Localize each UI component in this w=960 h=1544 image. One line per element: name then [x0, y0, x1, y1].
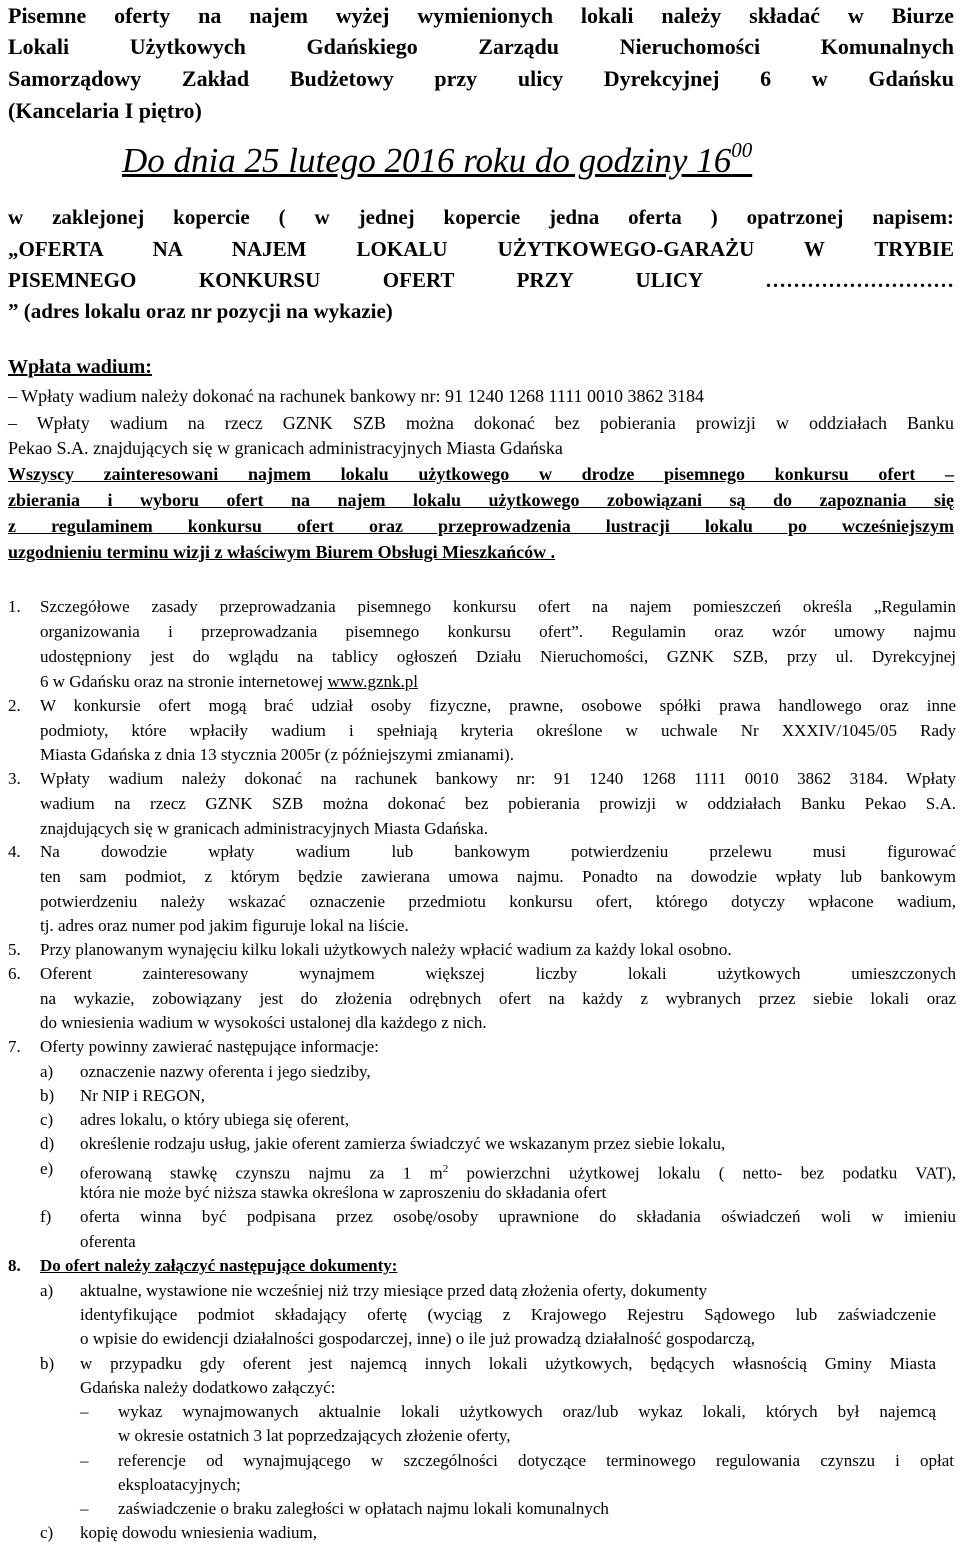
list-item: oferta winna być podpisana przez osobę/osoby uprawnione do składania oświadczeń woli w imieniu [80, 1207, 956, 1226]
envelope-line: w zaklejonej kopercie ( w jednej kopercie jedna oferta ) opatrzonej napisem: [8, 205, 954, 229]
list-item: Nr NIP i REGON, [80, 1086, 205, 1105]
envelope-line: „OFERTA NA NAJEM LOKALU UŻYTKOWEGO-GARAŻU W TRYBIE [8, 237, 954, 261]
list-item: Gdańska należy dodatkowo załączyć: [80, 1378, 336, 1397]
intro-line: Lokali Użytkowych Gdańskiego Zarządu Nieruchomości Komunalnych [8, 34, 954, 59]
dash-item: w okresie ostatnich 3 lat poprzedzających złożenie oferty, [118, 1426, 511, 1445]
point-1-line: organizowania i przeprowadzania pisemnego konkursu ofert”. Regulamin oraz wzór umowy najmu [40, 622, 956, 641]
wadium-line: – Wpłaty wadium należy dokonać na rachunek bankowy nr: 91 1240 1268 1111 0010 3862 3184 [8, 386, 705, 406]
point-number: 8. [8, 1256, 21, 1275]
point-1-line: 6 w Gdańsku oraz na stronie internetowej www.gznk.pl [40, 672, 418, 691]
list-item: o wpisie do ewidencji działalności gospodarczej, inne) o ile już prowadzą działalność gospodarczą, [80, 1329, 756, 1348]
point-4-line: ten sam podmiot, z którym będzie zawierana umowa najmu. Ponadto na dowodzie wpłaty lub bankowym [40, 867, 956, 886]
item-letter: b) [40, 1354, 55, 1373]
item-letter: f) [40, 1207, 52, 1226]
item-letter: a) [40, 1062, 54, 1081]
intro-line: (Kancelaria I piętro) [8, 98, 202, 123]
list-item: oferenta [80, 1232, 136, 1251]
list-item: w przypadku gdy oferent jest najemcą innych lokali użytkowych, będących własnością Gminy Miasta [80, 1354, 936, 1373]
point-2-line: Miasta Gdańska z dnia 13 stycznia 2005r (z późniejszymi zmianami). [40, 745, 514, 764]
point-number: 3. [8, 769, 21, 788]
item-letter: c) [40, 1110, 54, 1129]
intro-line: Samorządowy Zakład Budżetowy przy ulicy Dyrekcyjnej 6 w Gdańsku [8, 66, 954, 91]
point-number: 4. [8, 842, 21, 861]
dash-item: eksploatacyjnych; [118, 1475, 241, 1494]
point-5-line: Przy planowanym wynajęciu kilku lokali użytkowych należy wpłacić wadium za każdy lokal osobno. [40, 940, 732, 959]
wadium-heading: Wpłata wadium: [8, 356, 152, 378]
point-6-line: do wniesienia wadium w wysokości ustalonej dla każdego z nich. [40, 1013, 487, 1032]
superscript: 2 [442, 1163, 449, 1175]
interested-line: z regulaminem konkursu ofert oraz przeprowadzenia lustracji lokalu po wcześniejszym [8, 516, 954, 536]
point-3-line: Wpłaty wadium należy dokonać na rachunek bankowy nr: 91 1240 1268 1111 0010 3862 3184. Wpłaty [40, 769, 956, 788]
point-number: 7. [8, 1037, 21, 1056]
point-4-line: tj. adres oraz numer pod jakim figuruje lokal na liście. [40, 916, 409, 935]
dash-bullet: – [80, 1451, 89, 1470]
point-6-line: Oferent zainteresowany wynajmem większej liczby lokali użytkowych umieszczonych [40, 964, 956, 983]
point-number: 2. [8, 696, 21, 715]
wadium-line: Pekao S.A. znajdujących się w granicach administracyjnych Miasta Gdańska [8, 438, 563, 458]
point-7-line: Oferty powinny zawierać następujące informacje: [40, 1037, 379, 1056]
dash-bullet: – [80, 1402, 89, 1421]
point-3-line: wadium na rzecz GZNK SZB można dokonać bez pobierania prowizji w oddziałach Banku Pekao S.A. [40, 794, 956, 813]
deadline-minutes: 00 [731, 138, 753, 162]
gznk-website-link[interactable]: www.gznk.pl [327, 672, 418, 691]
list-item: aktualne, wystawione nie wcześniej niż trzy miesiące przed datą złożenia oferty, dokumenty [80, 1281, 708, 1300]
deadline-heading: Do dnia 25 lutego 2016 roku do godziny $16^{00}$ [122, 138, 753, 180]
interested-line: uzgodnieniu terminu wizji z właściwym Biurem Obsługi Mieszkańców . [8, 542, 556, 562]
list-item: oferowaną stawkę czynszu najmu za 1 $m^2$ powierzchni użytkowej lokalu ( netto- bez podatku VAT), [80, 1163, 957, 1183]
point-number: 6. [8, 964, 21, 983]
point-4-line: Na dowodzie wpłaty wadium lub bankowym potwierdzeniu przelewu musi figurować [40, 842, 956, 861]
point-3-line: znajdujących się w granicach administracyjnych Miasta Gdańska. [40, 819, 488, 838]
wadium-line: – Wpłaty wadium na rzecz GZNK SZB można dokonać bez pobierania prowizji w oddziałach Banku [8, 413, 954, 433]
envelope-line: ” (adres lokalu oraz nr pozycji na wykazie) [8, 299, 393, 323]
envelope-line: PISEMNEGO KONKURSU OFERT PRZY ULICY ……………………… [8, 268, 954, 292]
point-1-line: Szczegółowe zasady przeprowadzania pisemnego konkursu ofert na najem pomieszczeń określa „Regulamin [40, 597, 956, 616]
point-1-line: udostępniony jest do wglądu na tablicy ogłoszeń Działu Nieruchomości, GZNK SZB, przy ul. Dyrekcyjnej [40, 647, 956, 666]
list-item: adres lokalu, o który ubiega się oferent, [80, 1110, 350, 1129]
point-4-line: potwierdzeniu należy wskazać oznaczenie przedmiotu konkursu ofert, którego dotyczy wpłacone wadium, [40, 892, 956, 911]
list-item: która nie może być niższa stawka określona w zaproszeniu do składania ofert [80, 1183, 607, 1202]
dash-item: referencje od wynajmującego w szczególności dotyczące terminowego regulowania czynszu i opłat [118, 1451, 954, 1470]
item-letter: e) [40, 1159, 54, 1178]
dash-bullet: – [80, 1499, 89, 1518]
point-8-heading: Do ofert należy załączyć następujące dokumenty: [40, 1256, 398, 1275]
point-2-line: W konkursie ofert mogą brać udział osoby fizyczne, prawne, osobowe spółki prawa handlowego oraz inne [40, 696, 956, 715]
point-6-line: na wykazie, zobowiązany jest do złożenia odrębnych ofert na każdy z wybranych przez siebie lokali oraz [40, 989, 956, 1008]
dash-item: wykaz wynajmowanych aktualnie lokali użytkowych oraz/lub wykaz lokali, których był najemcą [118, 1402, 936, 1421]
point-number: 1. [8, 597, 21, 616]
item-letter: c) [40, 1523, 54, 1542]
point-2-line: podmioty, które wpłaciły wadium i spełniają kryteria określone w uchwale Nr XXXIV/1045/05 Rady [40, 721, 956, 740]
list-item: kopię dowodu wniesienia wadium, [80, 1523, 318, 1542]
item-letter: b) [40, 1086, 55, 1105]
interested-line: zbierania i wyboru ofert na najem lokalu użytkowego zobowiązani są do zapoznania się [8, 490, 954, 510]
dash-item: zaświadczenie o braku zaległości w opłatach najmu lokali komunalnych [118, 1499, 609, 1518]
point-number: 5. [8, 940, 21, 959]
list-item: określenie rodzaju usług, jakie oferent zamierza świadczyć we wskazanym przez siebie lokalu, [80, 1134, 726, 1153]
list-item: oznaczenie nazwy oferenta i jego siedziby, [80, 1062, 371, 1081]
intro-line: Pisemne oferty na najem wyżej wymienionych lokali należy składać w Biurze [8, 3, 954, 28]
item-letter: a) [40, 1281, 54, 1300]
item-letter: d) [40, 1134, 55, 1153]
interested-line: Wszyscy zainteresowani najmem lokalu użytkowego w drodze pisemnego konkursu ofert – [8, 464, 954, 484]
list-item: identyfikujące podmiot składający ofertę (wyciąg z Krajowego Rejestru Sądowego lub zaświadczenie [80, 1305, 936, 1324]
